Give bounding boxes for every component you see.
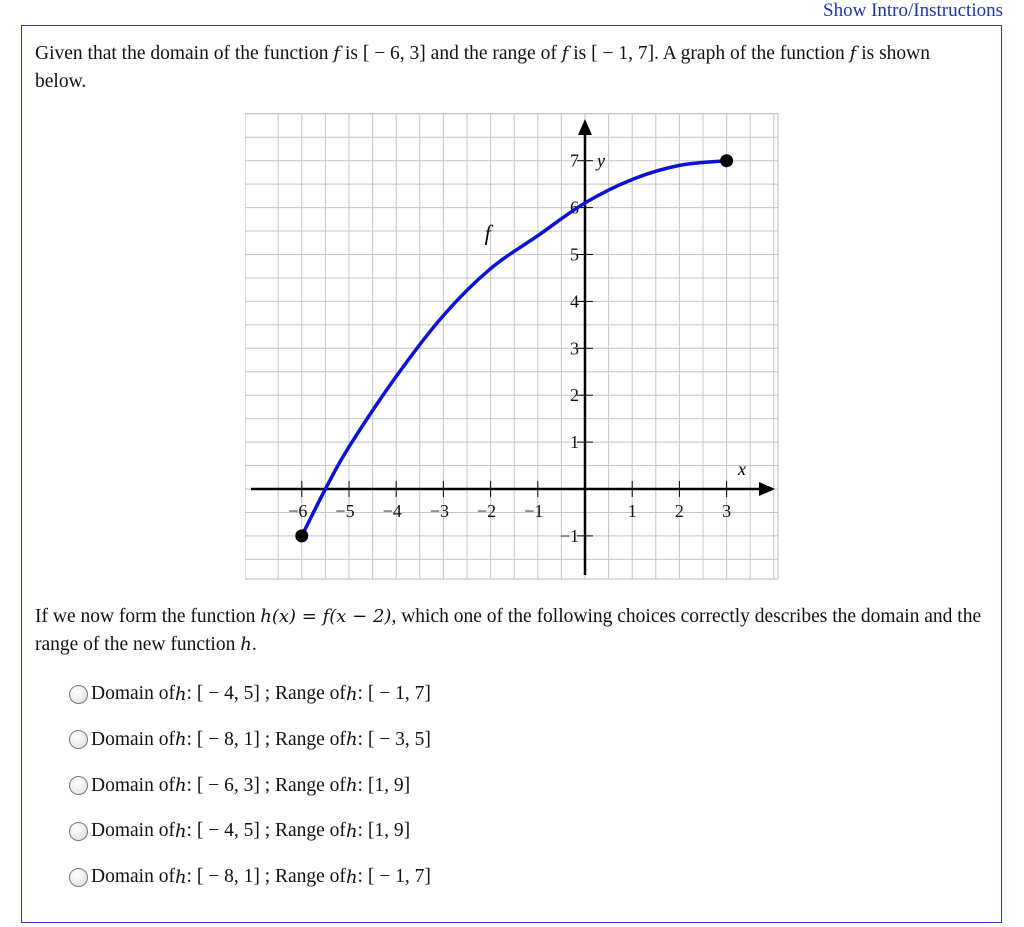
question-part2: is [ − 6, 3] and the range of: [340, 43, 562, 64]
choice-2-fn-b: h: [345, 729, 358, 751]
question-part3: is [ − 1, 7]. A graph of the function: [568, 43, 850, 64]
question-fn-1: f: [333, 43, 341, 64]
choice-1-range-value: : [ − 1, 7]: [357, 683, 431, 704]
choice-2[interactable]: [69, 726, 431, 754]
question-part1: Given that the domain of the function: [35, 43, 334, 64]
choice-3-fn-a: h: [174, 775, 187, 796]
choice-5-domain-value: : [ − 8, 1] ; Range of: [186, 866, 346, 887]
choice-2-range-value: : [ − 3, 5]: [357, 728, 431, 750]
question-text: [35, 40, 985, 96]
radio-button-1[interactable]: [69, 685, 88, 704]
choice-3-domain-prefix: Domain of: [91, 774, 175, 796]
choice-4-domain-value: : [ − 4, 5] ; Range of: [186, 820, 346, 842]
choice-4-range-value: : [1, 9]: [357, 820, 411, 842]
choice-3-fn-b: h: [345, 775, 358, 796]
choice-4-domain-prefix: Domain of: [91, 820, 175, 842]
choice-3-domain-value: : [ − 6, 3] ; Range of: [186, 774, 346, 796]
y-tick-label: 4: [570, 291, 579, 312]
radio-button-3[interactable]: [69, 776, 88, 795]
y-tick-label: 5: [570, 244, 579, 265]
choice-1-domain-value: : [ − 4, 5] ; Range of: [186, 683, 346, 704]
x-tick-label: −2: [477, 501, 497, 521]
radio-button-2[interactable]: [69, 730, 88, 749]
x-tick-label: −6: [288, 501, 308, 521]
x-axis-arrow: [759, 482, 775, 496]
x-tick-label: 3: [722, 501, 732, 521]
x-tick-label: −4: [382, 501, 402, 521]
endpoint-dot: [295, 529, 308, 542]
y-tick-label: 3: [570, 338, 579, 359]
followup-fn: h: [240, 634, 252, 655]
choice-3[interactable]: [69, 772, 431, 800]
radio-button-5[interactable]: [69, 868, 88, 887]
followup-expression: h(x) = f(x − 2): [260, 606, 392, 627]
question-panel: [21, 25, 1002, 923]
y-tick-label: −1: [559, 525, 579, 546]
choice-3-range-value: : [1, 9]: [357, 774, 411, 796]
followup-part3: .: [251, 634, 257, 655]
y-tick-label: 1: [570, 432, 579, 453]
choice-5-domain-prefix: Domain of: [91, 866, 175, 887]
question-fn-2: f: [561, 43, 569, 64]
choice-2-domain-prefix: Domain of: [91, 728, 175, 750]
answer-choices: [69, 680, 431, 909]
choice-2-domain-value: : [ − 8, 1] ; Range of: [186, 728, 346, 750]
choice-1-fn-a: h: [174, 683, 187, 705]
x-tick-label: −3: [429, 501, 449, 521]
radio-button-4[interactable]: [69, 822, 88, 841]
choice-5-fn-a: h: [174, 866, 187, 888]
y-tick-label: 7: [570, 150, 579, 171]
choice-5[interactable]: [69, 863, 431, 891]
followup-part2: , which one of the following choices correctly describes the domain and the range of the new function: [35, 606, 982, 655]
choice-5-range-value: : [ − 1, 7]: [357, 866, 431, 887]
x-tick-label: 2: [674, 501, 684, 521]
choice-1-domain-prefix: Domain of: [91, 683, 175, 704]
choice-2-fn-a: h: [174, 729, 187, 751]
choice-4-fn-b: h: [345, 820, 358, 842]
endpoint-dot: [720, 154, 733, 167]
followup-text: [35, 603, 985, 659]
choice-1[interactable]: [69, 680, 431, 708]
x-tick-label: 1: [627, 501, 637, 521]
choice-4-fn-a: h: [174, 820, 187, 842]
choice-4[interactable]: [69, 817, 431, 845]
x-axis-label: x: [738, 459, 746, 479]
choice-5-fn-b: h: [345, 866, 358, 888]
x-tick-label: −1: [524, 501, 544, 521]
followup-part1: If we now form the function: [35, 606, 261, 627]
choice-1-fn-b: h: [345, 683, 358, 705]
x-tick-label: −5: [335, 501, 355, 521]
y-tick-label: 2: [570, 385, 579, 406]
graph-axes: [251, 119, 775, 575]
y-axis-label: y: [597, 150, 605, 171]
graph-grid: [245, 113, 778, 579]
y-axis-arrow: [578, 119, 592, 135]
y-tick-label: 6: [570, 197, 579, 218]
show-intro-instructions-link[interactable]: Show Intro/Instructions: [823, 0, 1003, 21]
function-graph: [245, 113, 780, 585]
curve-label: f: [484, 220, 491, 246]
question-fn-3: f: [849, 43, 857, 64]
question-part4: is shown below.: [35, 43, 930, 92]
